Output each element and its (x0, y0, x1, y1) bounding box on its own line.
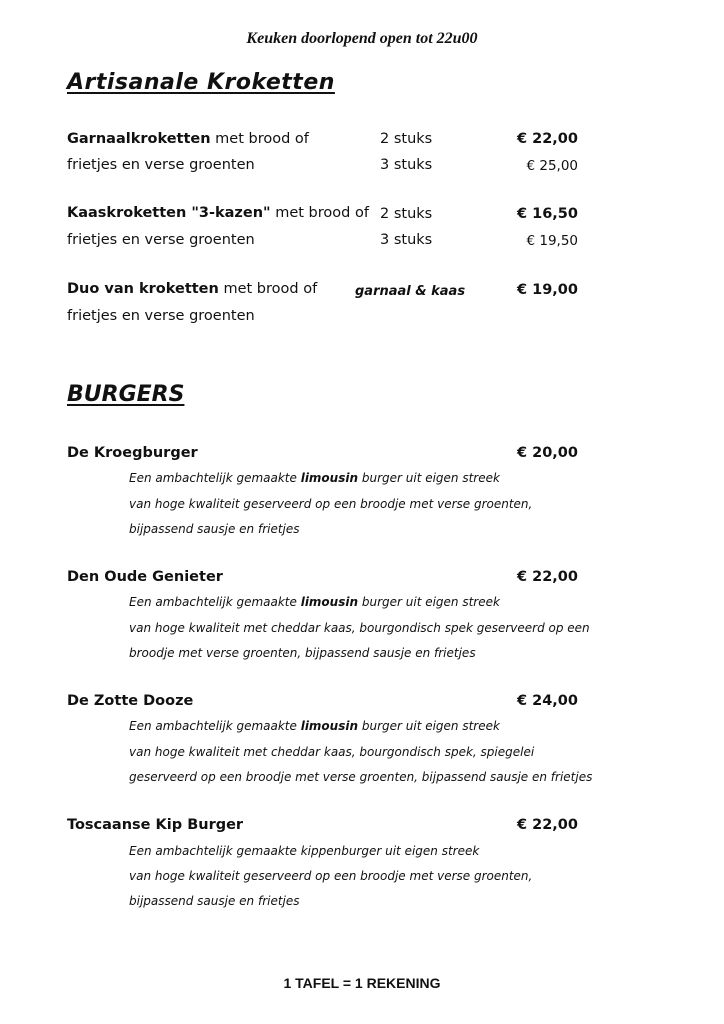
desc-text: burger uit eigen streek (358, 595, 500, 609)
item-qty: 3 stuks (380, 232, 433, 248)
desc-text: burger uit eigen streek (358, 471, 500, 485)
burger-desc-line (129, 471, 500, 485)
desc-text: Een ambachtelijk gemaakte (129, 719, 301, 733)
burger-desc-line (129, 595, 500, 609)
burger-desc-line: bijpassend sausje en frietjes (129, 522, 300, 536)
section-title-kroketten: Artisanale Kroketten (67, 70, 335, 95)
item-desc-line: frietjes en verse groenten (67, 232, 255, 248)
burger-desc-line: van hoge kwaliteit geserveerd op een broodje met verse groenten, (129, 869, 533, 883)
burger-desc-line: broodje met verse groenten, bijpassend sausje en frietjes (129, 646, 476, 660)
item-desc-line: frietjes en verse groenten (67, 157, 255, 173)
item-qty: 3 stuks (380, 157, 433, 173)
kitchen-hours-note: Keuken doorlopend open tot 22u00 (246, 30, 478, 47)
item-desc: met brood of (218, 281, 318, 297)
burger-price: € 22,00 (516, 817, 578, 833)
item-price: € 19,00 (516, 282, 578, 298)
desc-highlight: limousin (300, 719, 359, 733)
item-desc: met brood of (270, 205, 369, 221)
burger-desc-line: geserveerd op een broodje met verse groenten, bijpassend sausje en frietjes (129, 770, 593, 784)
item-name: Garnaalkroketten (67, 131, 211, 147)
item-price: € 19,50 (526, 233, 578, 249)
burger-price: € 22,00 (516, 569, 578, 585)
burger-price: € 20,00 (516, 445, 578, 461)
item-qty: 2 stuks (380, 206, 433, 222)
burger-desc-line: van hoge kwaliteit geserveerd op een broodje met verse groenten, (129, 497, 533, 511)
menu-item-kaaskroketten (67, 205, 369, 221)
burger-desc-line: van hoge kwaliteit met cheddar kaas, bourgondisch spek geserveerd op een (129, 621, 590, 635)
item-desc-line: frietjes en verse groenten (67, 308, 255, 324)
menu-item-duo-kroketten (67, 281, 317, 297)
burger-name: De Zotte Dooze (67, 693, 194, 709)
desc-text: Een ambachtelijk gemaakte (129, 471, 301, 485)
item-price: € 25,00 (526, 158, 578, 174)
item-price: € 22,00 (516, 131, 578, 147)
item-price: € 16,50 (516, 206, 578, 222)
desc-text: Een ambachtelijk gemaakte (129, 595, 301, 609)
item-qty: 2 stuks (380, 131, 433, 147)
section-title-burgers: BURGERS (67, 382, 185, 407)
burger-desc-line: Een ambachtelijk gemaakte kippenburger uit eigen streek (129, 844, 480, 858)
burger-desc-line: bijpassend sausje en frietjes (129, 894, 300, 908)
burger-name: De Kroegburger (67, 445, 198, 461)
burger-desc-line (129, 719, 500, 733)
item-desc: met brood of (210, 131, 309, 147)
item-name: Kaaskroketten "3-kazen" (67, 205, 271, 221)
menu-item-garnaalkroketten (67, 131, 309, 147)
desc-highlight: limousin (300, 471, 359, 485)
item-name: Duo van kroketten (67, 281, 219, 297)
burger-name: Toscaanse Kip Burger (67, 817, 244, 833)
burger-price: € 24,00 (516, 693, 578, 709)
burger-name: Den Oude Genieter (67, 569, 223, 585)
desc-highlight: limousin (300, 595, 359, 609)
item-combo: garnaal & kaas (355, 284, 466, 299)
desc-text: burger uit eigen streek (358, 719, 500, 733)
footer-note: 1 TAFEL = 1 REKENING (283, 975, 441, 991)
burger-desc-line: van hoge kwaliteit met cheddar kaas, bourgondisch spek, spiegelei (129, 745, 535, 759)
